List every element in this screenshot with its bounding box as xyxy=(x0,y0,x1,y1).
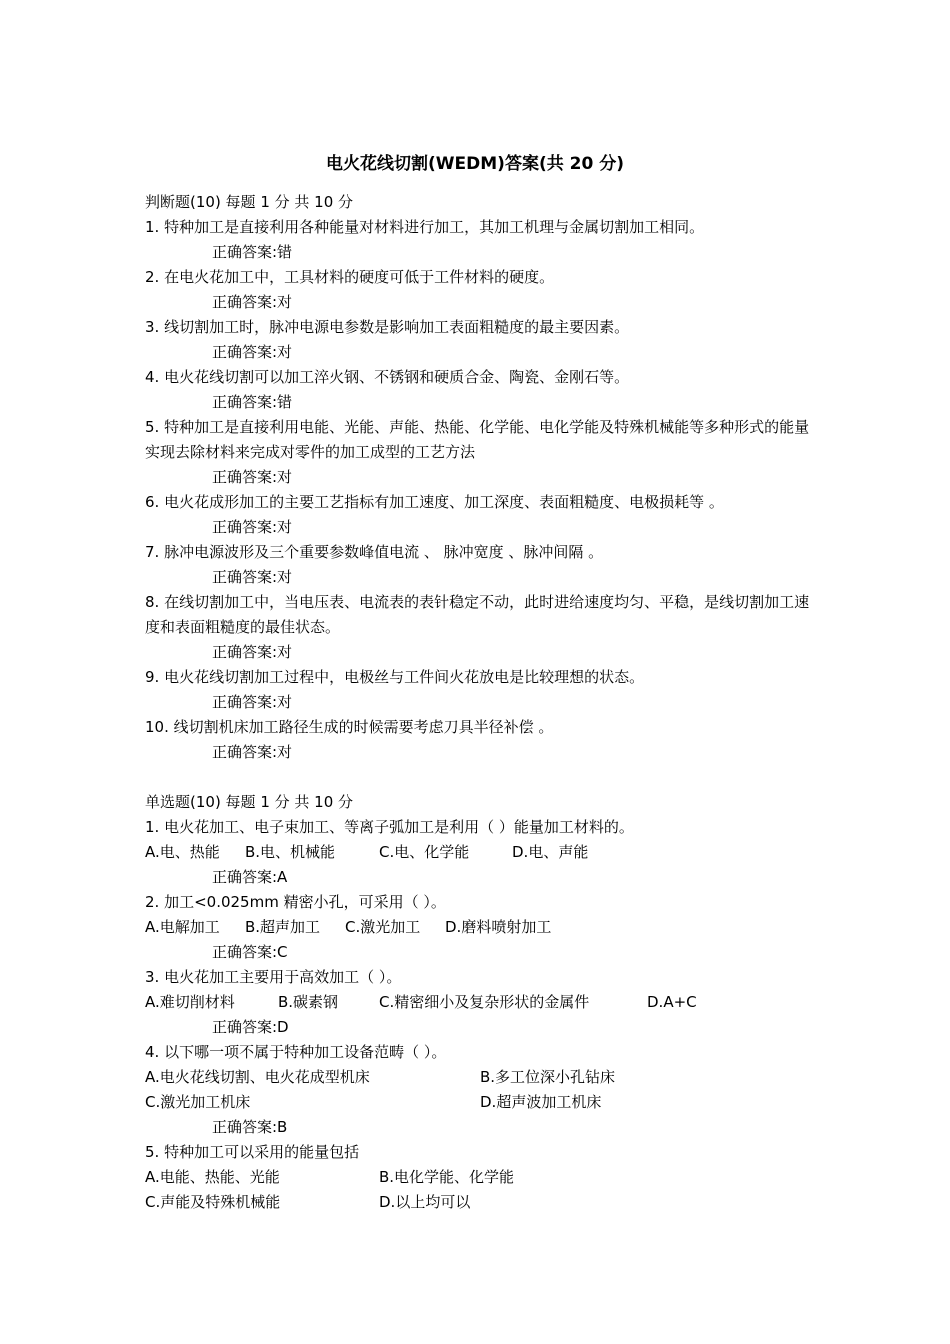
document-body xyxy=(145,190,813,1215)
judgment-answer: 正确答案:错 xyxy=(212,393,293,411)
option-c: C.精密细小及复杂形状的金属件 xyxy=(379,993,590,1011)
judgment-question: 6. 电火花成形加工的主要工艺指标有加工速度、加工深度、表面粗糙度、电极损耗等 。 xyxy=(145,493,724,511)
single-choice-question: 4. 以下哪一项不属于特种加工设备范畴（ ）。 xyxy=(145,1043,447,1061)
option-c: C.激光加工机床 xyxy=(145,1093,251,1111)
option-b: B.碳素钢 xyxy=(278,993,339,1011)
option-c: C.激光加工 xyxy=(345,918,421,936)
option-row xyxy=(145,915,813,940)
single-choice-answer: 正确答案:D xyxy=(212,1018,289,1036)
single-choice-answer: 正确答案:C xyxy=(212,943,288,961)
option-a: A.电解加工 xyxy=(145,918,220,936)
judgment-answer: 正确答案:对 xyxy=(212,468,293,486)
judgment-answer: 正确答案:对 xyxy=(212,568,293,586)
option-d: D.磨料喷射加工 xyxy=(445,918,552,936)
judgment-section-header: 判断题(10) 每题 1 分 共 10 分 xyxy=(145,193,354,211)
option-b: B.电、机械能 xyxy=(245,843,336,861)
option-c: C.声能及特殊机械能 xyxy=(145,1193,281,1211)
single-choice-question: 2. 加工<0.025mm 精密小孔，可采用（ ）。 xyxy=(145,893,446,911)
option-d: D.A+C xyxy=(647,993,697,1011)
option-b: B.电化学能、化学能 xyxy=(379,1168,515,1186)
judgment-answer: 正确答案:对 xyxy=(212,343,293,361)
option-row xyxy=(145,1065,813,1090)
judgment-answer: 正确答案:对 xyxy=(212,743,293,761)
option-a: A.电能、热能、光能 xyxy=(145,1168,280,1186)
single-choice-question: 5. 特种加工可以采用的能量包括 xyxy=(145,1143,360,1161)
judgment-answer: 正确答案:对 xyxy=(212,643,293,661)
option-d: D.超声波加工机床 xyxy=(480,1093,602,1111)
option-row xyxy=(145,840,813,865)
option-d: D.电、声能 xyxy=(512,843,589,861)
option-a: A.难切削材料 xyxy=(145,993,235,1011)
option-row xyxy=(145,1165,813,1190)
judgment-answer: 正确答案:错 xyxy=(212,243,293,261)
judgment-question: 10. 线切割机床加工路径生成的时候需要考虑刀具半径补偿 。 xyxy=(145,718,554,736)
single-choice-question: 3. 电火花加工主要用于高效加工（ ）。 xyxy=(145,968,402,986)
section-spacer xyxy=(145,765,813,790)
option-c: C.电、化学能 xyxy=(379,843,470,861)
single-choice-answer: 正确答案:A xyxy=(212,868,288,886)
option-row xyxy=(145,1090,813,1115)
judgment-question: 5. 特种加工是直接利用电能、光能、声能、热能、化学能、电化学能及特殊机械能等多种形式的能量实现去除材料来完成对零件的加工成型的工艺方法 xyxy=(145,418,810,461)
single-choice-section-header: 单选题(10) 每题 1 分 共 10 分 xyxy=(145,793,354,811)
option-b: B.超声加工 xyxy=(245,918,321,936)
single-choice-question: 1. 电火花加工、电子束加工、等离子弧加工是利用（ ）能量加工材料的。 xyxy=(145,818,634,836)
judgment-answer: 正确答案:对 xyxy=(212,293,293,311)
judgment-question: 7. 脉冲电源波形及三个重要参数峰值电流 、 脉冲宽度 、脉冲间隔 。 xyxy=(145,543,604,561)
judgment-question: 4. 电火花线切割可以加工淬火钢、不锈钢和硬质合金、陶瓷、金刚石等。 xyxy=(145,368,630,386)
option-a: A.电、热能 xyxy=(145,843,220,861)
judgment-question: 2. 在电火花加工中，工具材料的硬度可低于工件材料的硬度。 xyxy=(145,268,555,286)
judgment-question: 3. 线切割加工时，脉冲电源电参数是影响加工表面粗糙度的最主要因素。 xyxy=(145,318,630,336)
option-b: B.多工位深小孔钻床 xyxy=(480,1068,616,1086)
option-a: A.电火花线切割、电火花成型机床 xyxy=(145,1068,370,1086)
judgment-question: 9. 电火花线切割加工过程中，电极丝与工件间火花放电是比较理想的状态。 xyxy=(145,668,645,686)
judgment-answer: 正确答案:对 xyxy=(212,518,293,536)
option-d: D.以上均可以 xyxy=(379,1193,471,1211)
option-row xyxy=(145,1190,813,1215)
judgment-question: 1. 特种加工是直接利用各种能量对材料进行加工，其加工机理与金属切割加工相同。 xyxy=(145,218,705,236)
option-row xyxy=(145,990,813,1015)
judgment-answer: 正确答案:对 xyxy=(212,693,293,711)
judgment-question: 8. 在线切割加工中，当电压表、电流表的表针稳定不动，此时进给速度均匀、平稳，是线切割加工速度和表面粗糙度的最佳状态。 xyxy=(145,593,810,636)
document-title: 电火花线切割(WEDM)答案(共 20 分) xyxy=(326,154,624,174)
single-choice-answer: 正确答案:B xyxy=(212,1118,288,1136)
